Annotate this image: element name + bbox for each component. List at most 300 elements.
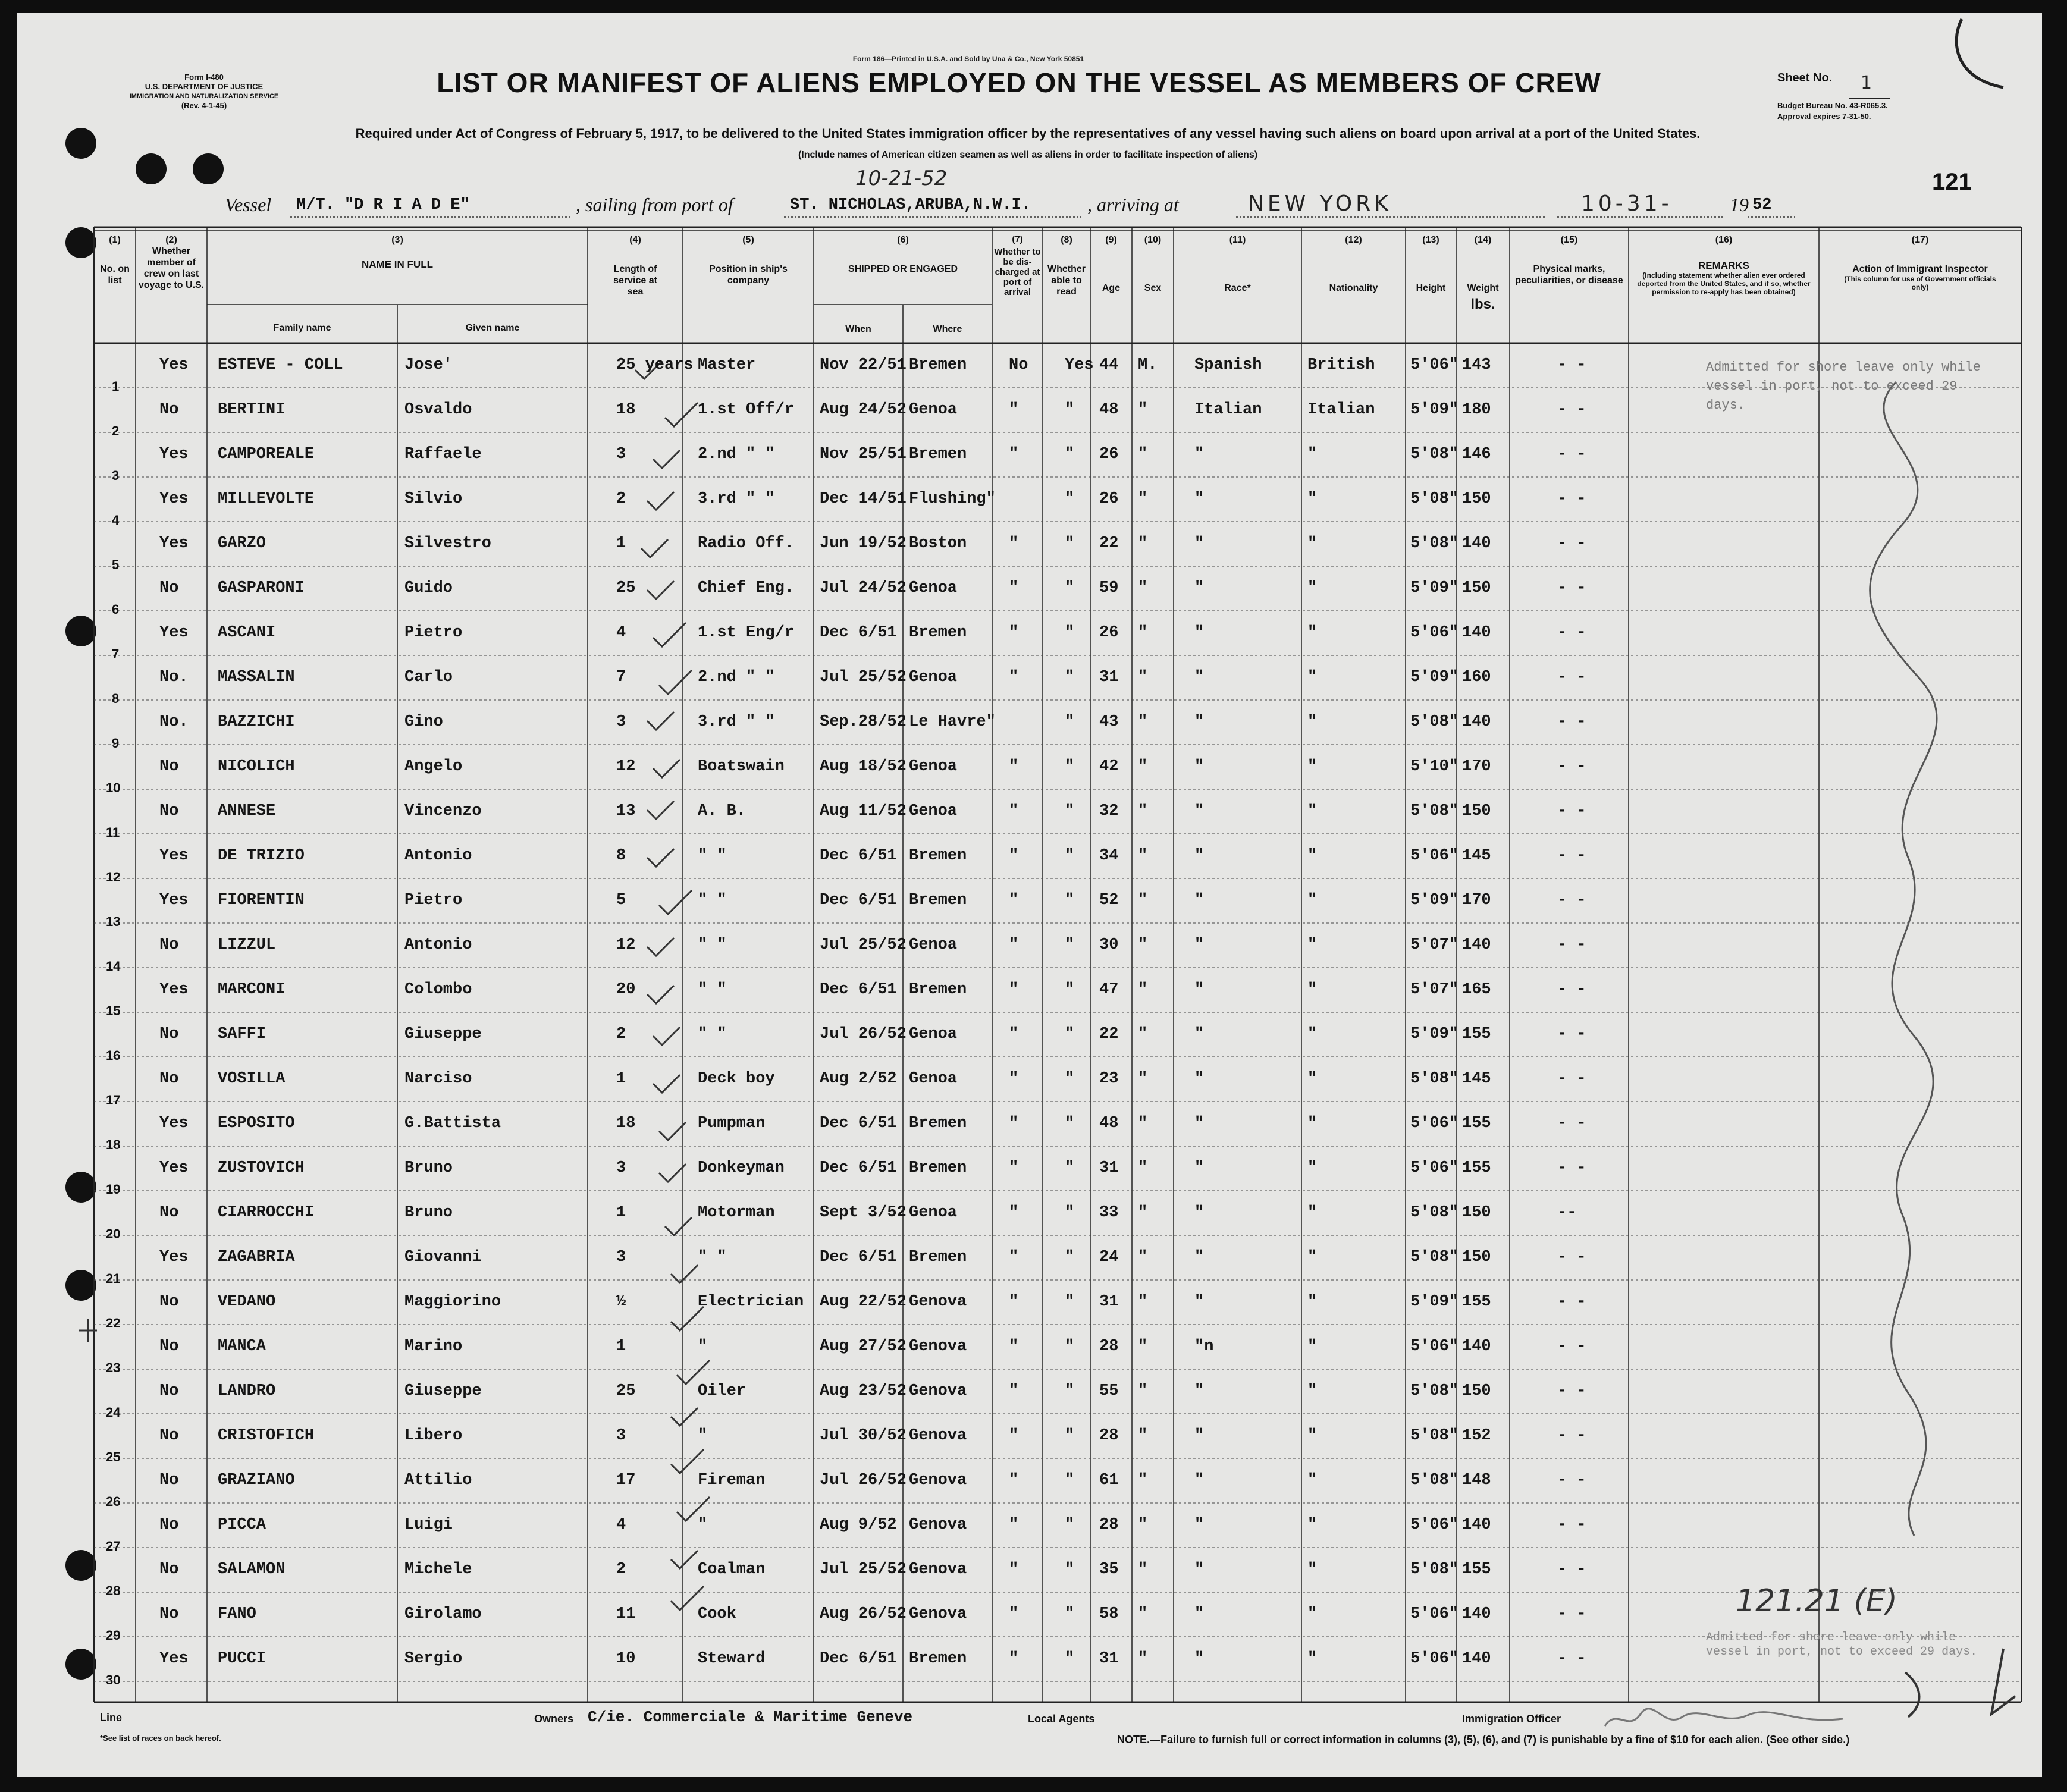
engaged-when-cell: Aug 2/52: [820, 1070, 897, 1088]
physical-marks-cell: - -: [1557, 1471, 1586, 1489]
row-number: 9: [112, 736, 120, 751]
sex-cell: ": [1138, 1070, 1148, 1088]
table-row: [17, 477, 2042, 528]
margin-cross-mark: [76, 1316, 100, 1345]
sex-cell: ": [1138, 1427, 1148, 1445]
engaged-when-cell: Dec 6/51: [820, 1650, 897, 1668]
physical-marks-cell: - -: [1557, 669, 1586, 686]
sex-cell: ": [1138, 445, 1148, 463]
year-suffix: 52: [1752, 196, 1772, 214]
given-name-cell: Gino: [404, 713, 443, 731]
family-name-cell: LANDRO: [218, 1382, 276, 1400]
able-to-read-cell: ": [1065, 1516, 1075, 1534]
weight-cell: 155: [1462, 1561, 1491, 1578]
col3-header: [207, 234, 588, 270]
age-cell: 34: [1099, 847, 1119, 865]
footer-owners-label: Owners: [534, 1713, 574, 1725]
race-cell: ": [1194, 936, 1205, 954]
engaged-when-cell: Aug 23/52: [820, 1382, 907, 1400]
table-row: [17, 1191, 2042, 1241]
col17-number: (17): [1911, 235, 1929, 245]
physical-marks-cell: - -: [1557, 1605, 1586, 1623]
given-name-cell: Girolamo: [404, 1605, 482, 1623]
height-cell: 5'09": [1410, 1025, 1459, 1043]
nationality-cell: ": [1307, 669, 1318, 686]
age-cell: 55: [1099, 1382, 1119, 1400]
sex-cell: ": [1138, 1650, 1148, 1668]
weight-cell: 150: [1462, 1382, 1491, 1400]
col3a-label: Family name: [273, 323, 331, 333]
engaged-when-cell: Dec 14/51: [820, 490, 907, 508]
engaged-when-cell: Aug 18/52: [820, 758, 907, 776]
nationality-cell: ": [1307, 1561, 1318, 1578]
service-length-cell: 17: [616, 1471, 636, 1489]
engaged-where-cell: Genoa: [909, 579, 958, 597]
able-to-read-cell: ": [1065, 847, 1075, 865]
discharged-cell: ": [1009, 579, 1019, 597]
row-number: 4: [112, 513, 120, 528]
col4-header: [588, 234, 683, 297]
able-to-read-cell: ": [1065, 1338, 1075, 1355]
col11-label: Race*: [1224, 283, 1251, 293]
col1-number: (1): [109, 235, 121, 245]
table-row: [17, 923, 2042, 974]
able-to-read-cell: ": [1065, 1561, 1075, 1578]
weight-cell: 150: [1462, 802, 1491, 820]
given-name-cell: Sergio: [404, 1650, 463, 1668]
race-cell: ": [1194, 1159, 1205, 1177]
able-to-read-cell: ": [1065, 445, 1075, 463]
family-name-cell: SAFFI: [218, 1025, 266, 1043]
nationality-cell: ": [1307, 892, 1318, 909]
table-row: [17, 1280, 2042, 1330]
sex-cell: ": [1138, 1382, 1148, 1400]
able-to-read-cell: Yes: [1065, 356, 1094, 374]
able-to-read-cell: ": [1065, 936, 1075, 954]
family-name-cell: SALAMON: [218, 1561, 286, 1578]
position-cell: " ": [698, 847, 727, 865]
family-name-cell: NICOLICH: [218, 758, 295, 776]
table-row: [17, 388, 2042, 438]
prev-voyage-cell: No: [159, 1204, 179, 1222]
sex-cell: ": [1138, 713, 1148, 731]
budget-line1: Budget Bureau No. 43-R065.3.: [1777, 101, 1888, 110]
position-cell: " ": [698, 1248, 727, 1266]
able-to-read-cell: ": [1065, 1382, 1075, 1400]
nationality-cell: ": [1307, 1159, 1318, 1177]
engaged-when-cell: Aug 9/52: [820, 1516, 897, 1534]
engaged-where-cell: Bremen: [909, 1650, 967, 1668]
row-number: 29: [106, 1628, 121, 1643]
prev-voyage-cell: No: [159, 1070, 179, 1088]
discharged-cell: ": [1009, 981, 1019, 999]
col16-header: [1629, 234, 1819, 296]
col17-label: Action of Immigrant Inspector: [1852, 264, 1988, 274]
engaged-where-cell: Bremen: [909, 981, 967, 999]
position-cell: " ": [698, 892, 727, 909]
able-to-read-cell: ": [1065, 579, 1075, 597]
sex-cell: ": [1138, 401, 1148, 419]
engaged-when-cell: Jun 19/52: [820, 535, 907, 553]
discharged-cell: ": [1009, 1025, 1019, 1043]
given-name-cell: Marino: [404, 1338, 463, 1355]
weight-cell: 155: [1462, 1115, 1491, 1132]
age-cell: 24: [1099, 1248, 1119, 1266]
sex-cell: ": [1138, 669, 1148, 686]
height-cell: 5'09": [1410, 892, 1459, 909]
given-name-cell: Silvestro: [404, 535, 491, 553]
given-name-cell: Michele: [404, 1561, 472, 1578]
able-to-read-cell: ": [1065, 802, 1075, 820]
sailing-label: , sailing from port of: [576, 194, 733, 215]
sex-cell: ": [1138, 1293, 1148, 1311]
race-cell: ": [1194, 490, 1205, 508]
position-cell: 1.st Off/r: [698, 401, 795, 419]
col16-label: REMARKS: [1698, 260, 1749, 271]
footer-officer-label: Immigration Officer: [1462, 1713, 1561, 1725]
service-length-cell: 10: [616, 1650, 636, 1668]
engaged-where-cell: Bremen: [909, 1248, 967, 1266]
height-cell: 5'08": [1410, 1427, 1459, 1445]
age-cell: 23: [1099, 1070, 1119, 1088]
position-cell: Donkeyman: [698, 1159, 785, 1177]
row-number: 6: [112, 602, 120, 617]
engaged-where-cell: Genoa: [909, 1025, 958, 1043]
prev-voyage-cell: No: [159, 1025, 179, 1043]
col6-label: SHIPPED OR ENGAGED: [848, 264, 958, 274]
family-name-cell: MANCA: [218, 1338, 266, 1355]
engaged-where-cell: Genova: [909, 1516, 967, 1534]
nationality-cell: ": [1307, 758, 1318, 776]
race-cell: ": [1194, 981, 1205, 999]
physical-marks-cell: - -: [1557, 1115, 1586, 1132]
discharged-cell: ": [1009, 758, 1019, 776]
form-number: Form I-480: [184, 73, 224, 81]
service-length-cell: 12: [616, 758, 636, 776]
engaged-where-cell: Genoa: [909, 669, 958, 686]
engaged-where-cell: Bremen: [909, 892, 967, 909]
budget-line2: Approval expires 7-31-50.: [1777, 112, 1871, 121]
col9-number: (9): [1105, 235, 1117, 245]
engaged-when-cell: Jul 25/52: [820, 1561, 907, 1578]
discharged-cell: ": [1009, 1382, 1019, 1400]
vessel-label: Vessel: [225, 194, 272, 215]
position-cell: Deck boy: [698, 1070, 775, 1088]
given-name-cell: Bruno: [404, 1204, 453, 1222]
nationality-cell: ": [1307, 579, 1318, 597]
sheet-label: Sheet No.: [1777, 71, 1833, 84]
col7-label: Whether to be dis-charged at port of arrival: [994, 247, 1041, 297]
prev-voyage-cell: No: [159, 936, 179, 954]
engaged-when-cell: Jul 25/52: [820, 669, 907, 686]
weight-cell: 140: [1462, 1650, 1491, 1668]
physical-marks-cell: - -: [1557, 624, 1586, 642]
race-cell: ": [1194, 1025, 1205, 1043]
table-row: [17, 1637, 2042, 1687]
race-cell: ": [1194, 445, 1205, 463]
discharged-cell: ": [1009, 1516, 1019, 1534]
family-name-cell: CAMPOREALE: [218, 445, 315, 463]
service-length-cell: 12: [616, 936, 636, 954]
position-cell: A. B.: [698, 802, 746, 820]
race-cell: ": [1194, 1516, 1205, 1534]
family-name-cell: CIARROCCHI: [218, 1204, 315, 1222]
height-cell: 5'10": [1410, 758, 1459, 776]
height-cell: 5'06": [1410, 1650, 1459, 1668]
sex-cell: M.: [1138, 356, 1158, 374]
sex-cell: ": [1138, 1025, 1148, 1043]
position-cell: 2.nd " ": [698, 445, 775, 463]
col14-unit: lbs.: [1470, 296, 1495, 312]
row-number: 22: [106, 1316, 121, 1330]
physical-marks-cell: - -: [1557, 892, 1586, 909]
weight-cell: 155: [1462, 1025, 1491, 1043]
physical-marks-cell: - -: [1557, 1382, 1586, 1400]
engaged-when-cell: Jul 25/52: [820, 936, 907, 954]
col15-header: [1510, 234, 1629, 286]
footer-line-label: Line: [100, 1712, 123, 1724]
service-length-cell: 25: [616, 579, 636, 597]
prev-voyage-cell: No: [159, 1293, 179, 1311]
physical-marks-cell: - -: [1557, 401, 1586, 419]
family-name-cell: GRAZIANO: [218, 1471, 295, 1489]
row-number: 10: [106, 780, 121, 795]
race-cell: ": [1194, 624, 1205, 642]
family-name-cell: GARZO: [218, 535, 266, 553]
col14-number: (14): [1474, 235, 1492, 245]
family-name-cell: BERTINI: [218, 401, 286, 419]
able-to-read-cell: ": [1065, 1427, 1075, 1445]
sex-cell: ": [1138, 1248, 1148, 1266]
sex-cell: ": [1138, 624, 1148, 642]
table-row: [17, 1235, 2042, 1286]
service-length-cell: 3: [616, 1248, 626, 1266]
prev-voyage-cell: No: [159, 802, 179, 820]
sex-cell: ": [1138, 535, 1148, 553]
prev-voyage-cell: Yes: [159, 892, 189, 909]
discharged-cell: ": [1009, 936, 1019, 954]
nationality-cell: ": [1307, 624, 1318, 642]
table-row: [17, 789, 2042, 840]
height-cell: 5'09": [1410, 401, 1459, 419]
table-row: [17, 878, 2042, 929]
row-number: 25: [106, 1449, 121, 1464]
given-name-cell: Angelo: [404, 758, 463, 776]
page-title: LIST OR MANIFEST OF ALIENS EMPLOYED ON THE VESSEL AS MEMBERS OF CREW: [437, 67, 1601, 98]
weight-cell: 165: [1462, 981, 1491, 999]
table-row: [17, 745, 2042, 795]
discharged-cell: No: [1009, 356, 1028, 374]
weight-cell: 146: [1462, 445, 1491, 463]
nationality-cell: ": [1307, 445, 1318, 463]
position-cell: 1.st Eng/r: [698, 624, 795, 642]
given-name-cell: Silvio: [404, 490, 463, 508]
handwritten-date: 10-21-52: [855, 167, 948, 190]
service-length-cell: 1: [616, 535, 626, 553]
table-row: [17, 1369, 2042, 1420]
physical-marks-cell: - -: [1557, 1070, 1586, 1088]
prev-voyage-cell: No: [159, 1516, 179, 1534]
height-cell: 5'08": [1410, 1070, 1459, 1088]
able-to-read-cell: ": [1065, 1471, 1075, 1489]
height-cell: 5'08": [1410, 1382, 1459, 1400]
nationality-cell: ": [1307, 1248, 1318, 1266]
family-name-cell: ASCANI: [218, 624, 276, 642]
race-cell: ": [1194, 1650, 1205, 1668]
service-length-cell: 11: [616, 1605, 636, 1623]
position-cell: Cook: [698, 1605, 736, 1623]
age-cell: 26: [1099, 624, 1119, 642]
age-cell: 28: [1099, 1338, 1119, 1355]
engaged-when-cell: Jul 24/52: [820, 579, 907, 597]
footer-agents-label: Local Agents: [1028, 1713, 1095, 1725]
discharged-cell: ": [1009, 1650, 1019, 1668]
weight-cell: 170: [1462, 758, 1491, 776]
position-cell: Radio Off.: [698, 535, 795, 553]
col16-number: (16): [1715, 235, 1733, 245]
printer-line: Form 186—Printed in U.S.A. and Sold by Una & Co., New York 50851: [852, 55, 1084, 63]
able-to-read-cell: ": [1065, 1070, 1075, 1088]
weight-cell: 180: [1462, 401, 1491, 419]
table-row: [17, 1057, 2042, 1107]
row-number: 30: [106, 1672, 121, 1687]
able-to-read-cell: ": [1065, 1115, 1075, 1132]
sex-cell: ": [1138, 892, 1148, 909]
race-cell: ": [1194, 758, 1205, 776]
given-name-cell: Osvaldo: [404, 401, 472, 419]
weight-cell: 145: [1462, 847, 1491, 865]
col17-note: (This column for use of Government officials only): [1844, 275, 1996, 291]
sex-cell: ": [1138, 936, 1148, 954]
physical-marks-cell: - -: [1557, 1561, 1586, 1578]
engaged-where-cell: Bremen: [909, 1159, 967, 1177]
col6a-label: When: [845, 324, 871, 334]
row-number: 7: [112, 646, 120, 661]
service-length-cell: 3: [616, 445, 626, 463]
age-cell: 22: [1099, 535, 1119, 553]
age-cell: 26: [1099, 490, 1119, 508]
height-cell: 5'06": [1410, 1338, 1459, 1355]
table-row: [17, 1592, 2042, 1643]
discharged-cell: ": [1009, 401, 1019, 419]
family-name-cell: FANO: [218, 1605, 256, 1623]
race-cell: ": [1194, 1070, 1205, 1088]
position-cell: ": [698, 1338, 708, 1355]
weight-cell: 140: [1462, 1338, 1491, 1355]
col10-number: (10): [1144, 235, 1162, 245]
prev-voyage-cell: Yes: [159, 1159, 189, 1177]
sex-cell: ": [1138, 1471, 1148, 1489]
weight-cell: 140: [1462, 1516, 1491, 1534]
prev-voyage-cell: No.: [159, 669, 189, 686]
family-name-cell: LIZZUL: [218, 936, 276, 954]
family-name-cell: VOSILLA: [218, 1070, 286, 1088]
margin-hand-mark: [1968, 1643, 2021, 1738]
service: IMMIGRATION AND NATURALIZATION SERVICE: [129, 93, 279, 100]
given-name-cell: Antonio: [404, 936, 472, 954]
height-cell: 5'08": [1410, 445, 1459, 463]
col6-header: [814, 234, 992, 275]
prev-voyage-cell: Yes: [159, 624, 189, 642]
row-number: 14: [106, 959, 121, 974]
discharged-cell: ": [1009, 847, 1019, 865]
nationality-cell: ": [1307, 1427, 1318, 1445]
prev-voyage-cell: No.: [159, 713, 189, 731]
physical-marks-cell: - -: [1557, 1159, 1586, 1177]
engaged-when-cell: Jul 26/52: [820, 1025, 907, 1043]
able-to-read-cell: ": [1065, 981, 1075, 999]
row-number: 17: [106, 1093, 121, 1107]
discharged-cell: ": [1009, 1338, 1019, 1355]
race-cell: ": [1194, 1204, 1205, 1222]
engaged-where-cell: Genova: [909, 1382, 967, 1400]
row-number: 12: [106, 870, 121, 884]
position-cell: Fireman: [698, 1471, 766, 1489]
age-cell: 33: [1099, 1204, 1119, 1222]
position-cell: Chief Eng.: [698, 579, 795, 597]
prev-voyage-cell: Yes: [159, 847, 189, 865]
col8-label: Whether able to read: [1047, 264, 1086, 297]
engaged-where-cell: Genoa: [909, 936, 958, 954]
row-number: 20: [106, 1226, 121, 1241]
discharged-cell: ": [1009, 1471, 1019, 1489]
col12-number: (12): [1345, 235, 1362, 245]
engaged-where-cell: Genova: [909, 1338, 967, 1355]
age-cell: 31: [1099, 1293, 1119, 1311]
nationality-cell: British: [1307, 356, 1375, 374]
sex-cell: ": [1138, 1115, 1148, 1132]
able-to-read-cell: ": [1065, 1248, 1075, 1266]
physical-marks-cell: - -: [1557, 758, 1586, 776]
engaged-when-cell: Aug 27/52: [820, 1338, 907, 1355]
family-name-cell: CRISTOFICH: [218, 1427, 315, 1445]
position-cell: 3.rd " ": [698, 490, 775, 508]
prev-voyage-cell: No: [159, 1605, 179, 1623]
row-number: 11: [106, 825, 120, 840]
weight-cell: 140: [1462, 1605, 1491, 1623]
given-name-cell: Maggiorino: [404, 1293, 501, 1311]
height-cell: 5'08": [1410, 802, 1459, 820]
age-cell: 48: [1099, 401, 1119, 419]
race-cell: ": [1194, 1471, 1205, 1489]
given-name-cell: Antonio: [404, 847, 472, 865]
nationality-cell: ": [1307, 1204, 1318, 1222]
col15-label: Physical marks, peculiarities, or disease: [1515, 264, 1623, 285]
engaged-where-cell: Bremen: [909, 356, 967, 374]
col6b-label: Where: [933, 324, 962, 334]
prev-voyage-cell: No: [159, 1382, 179, 1400]
col1-label: No. on list: [100, 264, 130, 285]
race-cell: ": [1194, 892, 1205, 909]
table-row: [17, 655, 2042, 706]
discharged-cell: ": [1009, 1605, 1019, 1623]
age-cell: 31: [1099, 669, 1119, 686]
given-name-cell: Libero: [404, 1427, 463, 1445]
col9-label: Age: [1102, 283, 1121, 293]
col17-header: [1819, 234, 2021, 291]
col10-header: [1132, 234, 1174, 294]
engaged-where-cell: Bremen: [909, 1115, 967, 1132]
col7-number: (7): [1012, 234, 1023, 244]
weight-cell: 140: [1462, 936, 1491, 954]
race-cell: ": [1194, 1382, 1205, 1400]
weight-cell: 145: [1462, 1070, 1491, 1088]
position-cell: Oiler: [698, 1382, 746, 1400]
nationality-cell: ": [1307, 1070, 1318, 1088]
service-length-cell: 25 years: [616, 356, 694, 374]
handwritten-code: 121.21 (E): [1736, 1583, 1897, 1619]
weight-cell: 152: [1462, 1427, 1491, 1445]
